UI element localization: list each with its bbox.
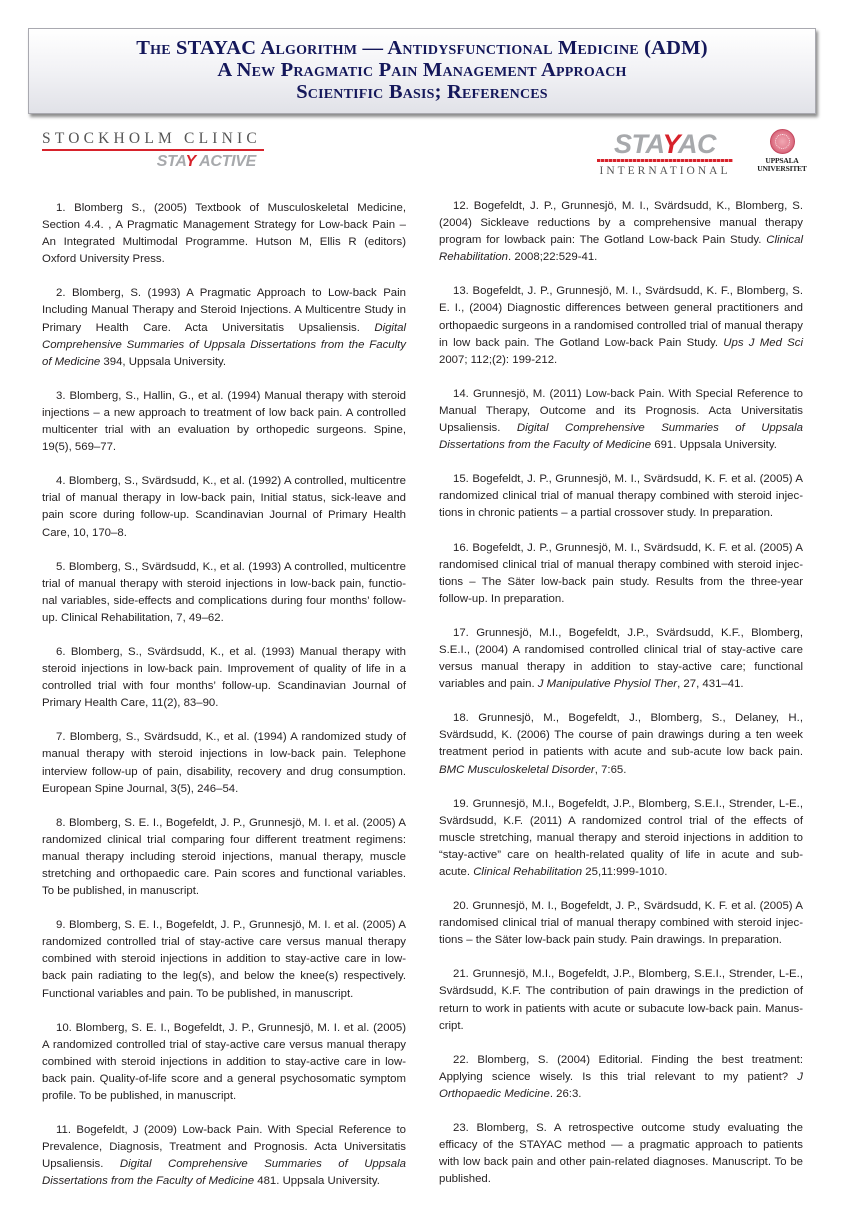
reference-journal: BMC Musculoskeletal Disorder bbox=[439, 763, 595, 776]
title-line-1: The STAYAC Algorithm — Antidysfunctional Medicine (ADM) bbox=[136, 37, 708, 59]
reference-citation: . 2008;22:529-41. bbox=[508, 251, 598, 264]
reference-text: Blomberg S., (2005) Textbook of Musculoskeletal Medicine, Section 4.4. , A Pragmatic Management Strategy for Low-back Pain – An Integrated Multimodal Programme. Hutson M, Ellis R (editors) Oxford University Press. bbox=[42, 202, 406, 266]
reference-item bbox=[439, 898, 803, 949]
reference-item bbox=[439, 198, 803, 266]
reference-journal: J Manipulative Physiol Ther bbox=[537, 678, 678, 691]
reference-number: 7. bbox=[56, 731, 66, 744]
reference-number: 10. bbox=[56, 1021, 72, 1034]
reference-item bbox=[42, 1122, 406, 1190]
reference-item bbox=[42, 815, 406, 900]
logo-dotted-rule bbox=[597, 159, 733, 162]
reference-item bbox=[439, 1120, 803, 1188]
reference-text: Blomberg, S. E. I., Bogefeldt, J. P., Grunnesjö, M. I. et al. (2005) A randomized controlled trial of stay-active care versus manual therapy combined with steroid injections in addition to stay-active care in low-back pain radiating to the leg(s), and below the knee(s) respectively. Functional variables and pain. To be published, in manuscript. bbox=[42, 919, 406, 1000]
stayac-subtitle: INTERNATIONAL bbox=[599, 165, 731, 177]
reference-item bbox=[439, 625, 803, 693]
wordmark-part: STA bbox=[613, 129, 663, 159]
reference-text: Blomberg, S., Svärdsudd, K., et al. (1993) A controlled, multicentre trial of manual therapy with steroid injections in low-back pain, functional variables, side-effects and complications during four months’ follow-up. Clinical Rehabilitation, 7, 49–62. bbox=[42, 560, 406, 624]
person-figure-icon: Y bbox=[185, 153, 196, 170]
reference-item bbox=[439, 1052, 803, 1103]
reference-text: Blomberg, S. (2004) Editorial. Finding the best treatment: Applying science wisely. Is this trial relevant to my patient? bbox=[439, 1053, 803, 1083]
reference-item bbox=[42, 1020, 406, 1105]
title-line-2: A New Pragmatic Pain Management Approach bbox=[217, 59, 627, 81]
wordmark-part: AC bbox=[678, 129, 716, 159]
reference-citation: 691. Uppsala University. bbox=[651, 439, 777, 452]
reference-item bbox=[42, 285, 406, 370]
reference-text: Grunnesjö, M.I., Bogefeldt, J.P., Blomberg, S.E.I., Strender, L-E., Svärdsudd, K.F. The contribution of pain drawings in the prediction of return to work in patients with acute or subacute low-back pain. Manuscript. bbox=[439, 968, 803, 1032]
reference-citation: 25,11:999-1010. bbox=[582, 866, 668, 878]
reference-item bbox=[439, 540, 803, 608]
reference-text: Grunnesjö, M.I., Bogefeldt, J.P., Blomberg, S.E.I., Strender, L-E., Svärdsudd, K.F. (2011) A randomized control trial of the effects of muscle stretching, manual therapy and steroid injections in addition to “stay-active” care on health-related quality of life in acute and sub-acute. bbox=[439, 797, 803, 878]
reference-text: Bogefeldt, J (2009) Low-back Pain. With Special Reference to Prevalence, Diagnosis, Treatment and Prognosis. Acta Universitatis Upsaliensis. bbox=[42, 1124, 406, 1171]
stayac-international-logo bbox=[597, 130, 733, 177]
title-line-3: Scientific Basis; References bbox=[296, 81, 548, 103]
reference-number: 21. bbox=[453, 968, 469, 981]
reference-number: 1. bbox=[56, 202, 66, 214]
reference-number: 5. bbox=[56, 560, 66, 573]
reference-journal: Clinical Rehabilitation bbox=[473, 866, 583, 878]
reference-text: Bogefeldt, J. P., Grunnesjö, M. I., Svärdsudd, K., Blomberg, S. (2004) Sickleave reductions by a comprehensive manual therapy program for lowback pain: The Gotland Low-back Pain Study. bbox=[439, 200, 803, 247]
reference-text: Grunnesjö, M., Bogefeldt, J., Blomberg, S., Delaney, H., Svärdsudd, K. (2006) The course of pain drawings during a ten week treatment period in patients with acute and sub-acute low back pain. bbox=[439, 712, 803, 759]
reference-journal: Clinical Rehabilitation bbox=[439, 234, 803, 264]
uppsala-line-2: UNIVERSITET bbox=[757, 164, 807, 173]
title-banner bbox=[28, 28, 816, 114]
reference-text: Blomberg, S., Svärdsudd, K., et al. (1994) A randomized study of manual therapy with steroid injections in low-back pain. Telephone interview follow-up of pain, disability, recovery and drug consumption. European Spine Journal, 3(5), 246–54. bbox=[42, 731, 406, 795]
reference-number: 16. bbox=[453, 541, 469, 554]
reference-item bbox=[42, 644, 406, 712]
stay-active-wordmark bbox=[42, 153, 266, 171]
reference-number: 15. bbox=[453, 473, 469, 486]
reference-number: 14. bbox=[453, 387, 469, 400]
logo-red-rule bbox=[42, 149, 264, 151]
reference-text: Grunnesjö, M. I., Bogefeldt, J. P., Svärdsudd, K. F. et al. (2005) A randomised clinical trial of manual therapy combined with steroid injections – the Säter low-back pain study. Pain drawings. In preparation. bbox=[439, 900, 803, 947]
reference-journal: Digital Comprehensive Summaries of Uppsala Dissertations from the Faculty of Medicine bbox=[42, 321, 406, 368]
references-column-left bbox=[42, 200, 406, 1208]
reference-citation: 394, Uppsala University. bbox=[100, 355, 227, 368]
reference-item bbox=[439, 386, 803, 454]
wordmark-part: ACTIVE bbox=[195, 153, 256, 170]
reference-text: Grunnesjö, M. (2011) Low-back Pain. With Special Reference to Manual Therapy, Outcome and its Prognosis. Acta Universitatis Upsaliensis. bbox=[439, 387, 803, 435]
reference-item bbox=[439, 796, 803, 881]
reference-text: Blomberg, S. (1993) A Pragmatic Approach to Low-back Pain Including Manual Therapy and Steroid Injections. A Multicentre Study in Primary Health Care. Acta Universitatis Upsaliensis. bbox=[42, 287, 407, 334]
reference-item bbox=[42, 200, 406, 268]
uppsala-line-1: UPPSALA bbox=[765, 156, 799, 165]
reference-citation: , 27, 431–41. bbox=[677, 678, 744, 691]
reference-number: 20. bbox=[453, 900, 469, 913]
reference-text: Blomberg, S. A retrospective outcome study evaluating the efficacy of the STAYAC method — a pragmatic approach to patients with low back pain and other pain-related diagnoses. Manuscript. To be published. bbox=[439, 1122, 803, 1186]
reference-item bbox=[439, 966, 803, 1034]
reference-journal: Digital Comprehensive Summaries of Uppsala Dissertations from the Faculty of Medicine bbox=[42, 1158, 406, 1188]
reference-text: Blomberg, S. E. I., Bogefeldt, J. P., Grunnesjö, M. I. et al. (2005) A randomized controlled trial of stay-active care versus manual therapy combined with steroid injections in addition to stay-active care in low-back pain. Quality-of-life score and a general psychosomatic symptom profile. To be published, in manuscript. bbox=[42, 1021, 406, 1103]
wordmark-part: STA bbox=[156, 153, 186, 170]
reference-citation: 2007; 112;(2): 199-212. bbox=[439, 353, 558, 366]
reference-item bbox=[42, 729, 406, 797]
stockholm-clinic-logo bbox=[42, 130, 266, 171]
reference-text: Bogefeldt, J. P., Grunnesjö, M. I., Svärdsudd, K. F. et al. (2005) A randomised clinical trial of manual therapy combined with steroid injections – The Säter low-back pain study. Results from the three-year follow-up. In preparation. bbox=[439, 541, 803, 605]
references-column-right bbox=[439, 198, 803, 1205]
reference-journal: Ups J Med Sci bbox=[723, 336, 803, 349]
person-figure-icon: Y bbox=[662, 129, 678, 159]
reference-citation: , 7:65. bbox=[594, 763, 627, 776]
reference-item bbox=[439, 283, 803, 368]
uppsala-universitet-logo bbox=[756, 129, 808, 173]
reference-number: 13. bbox=[453, 285, 469, 298]
reference-text: Bogefeldt, J. P., Grunnesjö, M. I., Svärdsudd, K. F., Blomberg, S. E. I., (2004) Diagnostic differences between general practitioners and orthopaedic surgeons in a randomised controlled trial of manual therapy in low back pain. The Gotland Low-back Pain Study. bbox=[439, 285, 803, 349]
reference-number: 11. bbox=[56, 1124, 71, 1137]
reference-journal: J Orthopaedic Medicine bbox=[439, 1070, 803, 1100]
reference-text: Blomberg, S., Hallin, G., et al. (1994) Manual therapy with steroid injections – a new approach to treatment of low back pain. A controlled multicenter trial with an evaluation by orthopedic surgeons. Spine, 19(5), 569–77. bbox=[42, 389, 406, 454]
reference-item bbox=[42, 559, 406, 627]
reference-text: Blomberg, S., Svärdsudd, K., et al. (1993) Manual therapy with steroid injections in low-back pain. Improvement of quality of life in a controlled trial with four months’ follow-up. Scandinavian Journal of Primary Health Care, 11(2), 83–90. bbox=[42, 645, 406, 710]
reference-number: 12. bbox=[453, 200, 469, 212]
reference-number: 22. bbox=[453, 1053, 469, 1066]
stayac-wordmark bbox=[597, 130, 733, 158]
reference-citation: 481. Uppsala University. bbox=[254, 1175, 380, 1188]
reference-number: 18. bbox=[453, 712, 469, 725]
reference-item bbox=[42, 388, 406, 456]
reference-item bbox=[42, 473, 406, 541]
reference-text: Blomberg, S. E. I., Bogefeldt, J. P., Grunnesjö, M. I. et al. (2005) A randomized clinical trial comparing four different treatment regimens: manual therapy including steroid injections, manual therapy, muscle stretching and orthopaedic care. Pain scores and functional variables. To be published, in manuscript. bbox=[42, 816, 406, 898]
reference-number: 2. bbox=[56, 287, 66, 300]
reference-number: 3. bbox=[56, 389, 66, 402]
reference-number: 17. bbox=[453, 626, 469, 639]
reference-journal: Digital Comprehensive Summaries of Uppsala Dissertations from the Faculty of Medicine bbox=[439, 422, 803, 452]
reference-number: 9. bbox=[56, 919, 66, 932]
reference-item bbox=[439, 471, 803, 522]
reference-number: 8. bbox=[56, 816, 66, 829]
reference-number: 23. bbox=[453, 1122, 469, 1135]
reference-number: 19. bbox=[453, 797, 469, 810]
reference-text: Grunnesjö, M.I., Bogefeldt, J.P., Svärdsudd, K.F., Blomberg, S.E.I., (2004) A randomised controlled clinical trial of stay-active care versus manual therapy in addition to stay-active care; functional variables and pain. bbox=[439, 626, 803, 691]
reference-number: 6. bbox=[56, 645, 66, 658]
reference-number: 4. bbox=[56, 475, 66, 488]
university-seal-icon bbox=[770, 129, 795, 154]
reference-item bbox=[439, 710, 803, 778]
stockholm-clinic-title: STOCKHOLM CLINIC bbox=[42, 130, 261, 147]
reference-text: Blomberg, S., Svärdsudd, K., et al. (1992) A controlled, multicentre trial of manual therapy in low-back pain, Initial status, sick-leave and pain score during follow-up. Scandinavian Journal of Primary Health Care, 10, 170–8. bbox=[42, 475, 406, 539]
reference-text: Bogefeldt, J. P., Grunnesjö, M. I., Svärdsudd, K. F. et al. (2005) A randomized clinical trial of manual therapy combined with steroid injections in chronic patients – a partial crossover study. In preparation. bbox=[439, 473, 803, 520]
reference-item bbox=[42, 917, 406, 1002]
reference-citation: . 26:3. bbox=[549, 1087, 582, 1100]
